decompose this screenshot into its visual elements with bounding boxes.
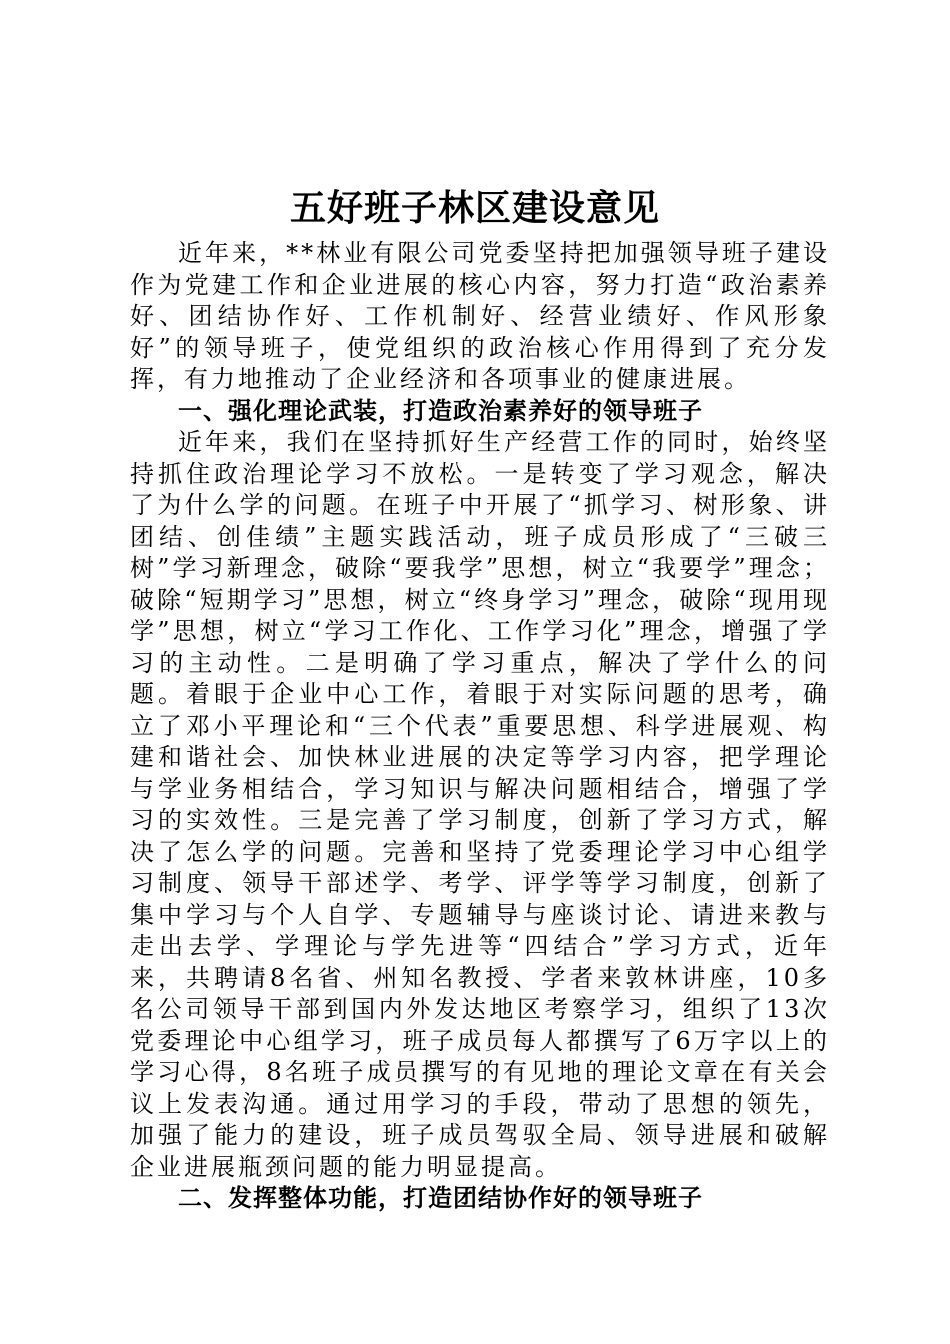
section-1-heading: 一、强化理论武装，打造政治素养好的领导班子: [178, 396, 703, 425]
section-2-heading: 二、发挥整体功能，打造团结协作好的领导班子: [178, 1184, 703, 1212]
document-body: [130, 238, 830, 1215]
intro-paragraph: 近年来，**林业有限公司党委坚持把加强领导班子建设作为党建工作和企业进展的核心内容，努力打造“政治素养好、团结协作好、工作机制好、经营业绩好、作风形象好”的领导班子，使党组织的政治核心作用得到了充分发挥，有力地推动了企业经济和各项事业的健康进展。: [130, 239, 830, 393]
section-1-paragraph: 近年来，我们在坚持抓好生产经营工作的同时，始终坚持抓住政治理论学习不放松。一是转变了学习观念，解决了为什么学的问题。在班子中开展了“抓学习、树形象、讲团结、创佳绩”主题实践活动，班子成员形成了“三破三树”学习新理念，破除“要我学”思想，树立“我要学”理念；破除“短期学习”思想，树立“终身学习”理念，破除“现用现学”思想，树立“学习工作化、工作学习化”理念，增强了学习的主动性。二是明确了学习重点，解决了学什么的问题。着眼于企业中心工作，着眼于对实际问题的思考，确立了邓小平理论和“三个代表”重要思想、科学进展观、构建和谐社会、加快林业进展的决定等学习内容，把学理论与学业务相结合，学习知识与解决问题相结合，增强了学习的实效性。三是完善了学习制度，创新了学习方式，解决了怎么学的问题。完善和坚持了党委理论学习中心组学习制度、领导干部述学、考学、评学等学习制度，创新了集中学习与个人自学、专题辅导与座谈讨论、请进来教与走出去学、学理论与学先进等“四结合”学习方式，近年来，共聘请8名省、州知名教授、学者来敦林讲座，10多名公司领导干部到国内外发达地区考察学习，组织了13次党委理论中心组学习，班子成员每人都撰写了6万字以上的学习心得，8名班子成员撰写的有见地的理论文章在有关会议上发表沟通。通过用学习的手段，带动了思想的领先，加强了能力的建设，班子成员驾驭全局、领导进展和破解企业进展瓶颈问题的能力明显提高。: [130, 428, 830, 1181]
document-title: 五好班子林区建设意见: [289, 187, 660, 229]
